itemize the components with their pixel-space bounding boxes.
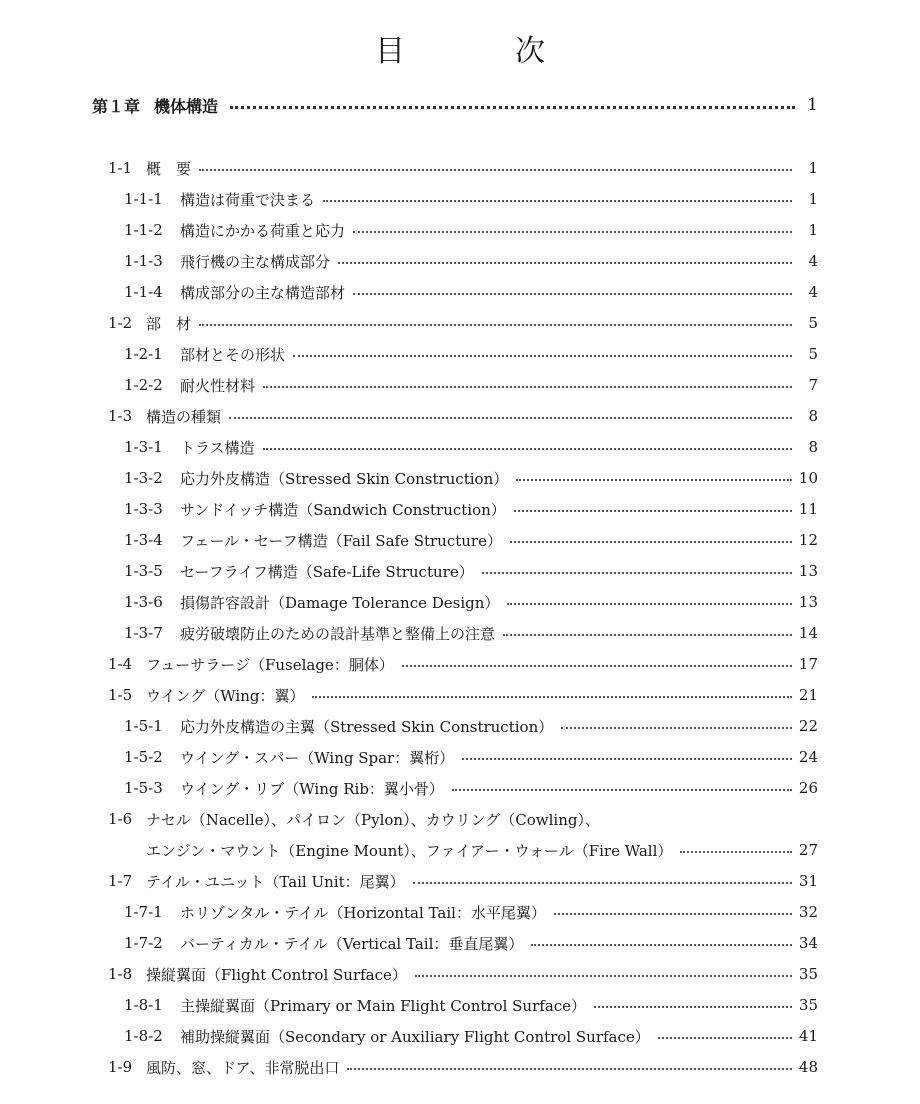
toc-entry-page: 4	[808, 283, 818, 301]
toc-entry-title: 構造にかかる荷重と応力	[180, 221, 346, 240]
toc-entry-page: 8	[808, 438, 818, 456]
toc-entry-number: 1-4	[108, 655, 133, 673]
toc-entry-page: 1	[808, 159, 818, 177]
toc-entry[interactable]	[108, 1054, 818, 1080]
toc-entry-page: 22	[798, 717, 818, 735]
toc-entry-page: 41	[798, 1027, 818, 1045]
toc-entry[interactable]	[124, 744, 818, 770]
dot-leader	[462, 758, 792, 760]
toc-entry-page: 48	[798, 1058, 818, 1076]
dot-leader	[353, 293, 792, 295]
toc-entry-number: 1-3-4	[124, 531, 163, 549]
toc-entry[interactable]	[124, 899, 818, 925]
toc-entry-number: 1-5	[108, 686, 133, 704]
toc-entry[interactable]	[124, 930, 818, 956]
toc-entry[interactable]	[124, 713, 818, 739]
toc-entry-page: 27	[798, 841, 818, 859]
toc-entry-title: 構造は荷重で決まる	[180, 190, 316, 209]
toc-entry-title: 部 材	[146, 314, 192, 333]
toc-entry-page: 13	[798, 562, 818, 580]
toc-entry-number: 1-6	[108, 810, 133, 828]
toc-entry-page: 35	[798, 965, 818, 983]
toc-entry[interactable]	[124, 496, 818, 522]
chapter-title: 機体構造	[154, 96, 219, 116]
toc-entry-page: 5	[808, 314, 818, 332]
toc-entry-title: フェール・セーフ構造（Fail Safe Structure）	[180, 531, 502, 550]
dot-leader	[293, 355, 792, 357]
dot-leader	[323, 200, 792, 202]
dot-leader	[402, 665, 792, 667]
toc-entry-number: 1-1-1	[124, 190, 163, 208]
chapter-number: 第１章	[92, 96, 141, 116]
toc-entry-title: バーティカル・テイル（Vertical Tail：垂直尾翼）	[180, 934, 524, 953]
toc-entry-number: 1-5-1	[124, 717, 163, 735]
toc-entry-page: 1	[808, 190, 818, 208]
toc-entry-title: ウイング・スパー（Wing Spar：翼桁）	[180, 748, 455, 767]
dot-leader	[413, 882, 792, 884]
dot-leader	[263, 386, 792, 388]
dot-leader	[554, 913, 792, 915]
toc-entry[interactable]	[108, 961, 818, 987]
toc-entry-title: 応力外皮構造（Stressed Skin Construction）	[180, 469, 509, 488]
chapter-heading[interactable]	[92, 92, 818, 118]
dot-leader	[230, 106, 795, 109]
toc-entry[interactable]	[124, 341, 818, 367]
toc-entry-number: 1-7	[108, 872, 133, 890]
toc-entry[interactable]	[146, 837, 818, 863]
toc-entry-page: 35	[798, 996, 818, 1014]
toc-entry-title: 概 要	[146, 159, 192, 178]
toc-entry[interactable]	[124, 372, 818, 398]
dot-leader	[594, 1006, 792, 1008]
toc-entry-page: 24	[798, 748, 818, 766]
toc-entry-number: 1-9	[108, 1058, 133, 1076]
toc-entry[interactable]	[124, 527, 818, 553]
toc-entry-page: 7	[808, 376, 818, 394]
toc-entry-page: 12	[798, 531, 818, 549]
toc-entry[interactable]	[108, 682, 818, 708]
toc-entry-title: ホリゾンタル・テイル（Horizontal Tail：水平尾翼）	[180, 903, 546, 922]
toc-entry-page: 34	[798, 934, 818, 952]
toc-entry[interactable]	[124, 186, 818, 212]
toc-entry-number: 1-8-1	[124, 996, 163, 1014]
toc-entry-title: 損傷許容設計（Damage Tolerance Design）	[180, 593, 500, 612]
toc-entry-page: 8	[808, 407, 818, 425]
toc-entry[interactable]	[108, 806, 818, 832]
toc-entry[interactable]	[124, 589, 818, 615]
toc-entry[interactable]	[124, 279, 818, 305]
toc-entry-page: 13	[798, 593, 818, 611]
toc-entry-title: ウイング・リブ（Wing Rib：翼小骨）	[180, 779, 444, 798]
toc-entry-page: 1	[808, 221, 818, 239]
toc-entry[interactable]	[108, 403, 818, 429]
toc-entry[interactable]	[124, 775, 818, 801]
dot-leader	[199, 169, 792, 171]
dot-leader	[353, 231, 792, 233]
toc-entry[interactable]	[108, 155, 818, 181]
dot-leader	[561, 727, 792, 729]
toc-entry-title: 構成部分の主な構造部材	[180, 283, 346, 302]
toc-entry-title: 操縦翼面（Flight Control Surface）	[146, 965, 407, 984]
toc-entry-page: 4	[808, 252, 818, 270]
dot-leader	[338, 262, 792, 264]
toc-entry-number: 1-3-3	[124, 500, 163, 518]
toc-entry-title: 飛行機の主な構成部分	[180, 252, 331, 271]
toc-entry-number: 1-5-2	[124, 748, 163, 766]
toc-entry-number: 1-1-3	[124, 252, 163, 270]
toc-entry-page: 14	[798, 624, 818, 642]
toc-entry-title: ウイング（Wing：翼）	[146, 686, 305, 705]
dot-leader	[507, 603, 792, 605]
toc-entry-title: 応力外皮構造の主翼（Stressed Skin Construction）	[180, 717, 554, 736]
toc-entry-number: 1-7-2	[124, 934, 163, 952]
dot-leader	[229, 417, 792, 419]
toc-entry-number: 1-2-2	[124, 376, 163, 394]
dot-leader	[514, 510, 792, 512]
toc-entry-title: 補助操縦翼面（Secondary or Auxiliary Flight Control Surface）	[180, 1027, 650, 1046]
toc-entry-title: 耐火性材料	[180, 376, 256, 395]
dot-leader	[531, 944, 792, 946]
toc-entry-page: 26	[798, 779, 818, 797]
toc-entry[interactable]	[124, 1023, 818, 1049]
toc-entry-title: 構造の種類	[146, 407, 222, 426]
toc-entry-page: 21	[798, 686, 818, 704]
toc-entry-number: 1-1-2	[124, 221, 163, 239]
toc-entry-number: 1-3-6	[124, 593, 163, 611]
toc-entry-number: 1-2-1	[124, 345, 163, 363]
toc-entry-title: 風防、窓、ドア、非常脱出口	[146, 1058, 340, 1077]
toc-entry-number: 1-1	[108, 159, 133, 177]
dot-leader	[263, 448, 792, 450]
dot-leader	[503, 634, 792, 636]
toc-entry-title: ナセル（Nacelle）、パイロン（Pylon）、カウリング（Cowling）、	[146, 810, 600, 829]
toc-entry-number: 1-8	[108, 965, 133, 983]
toc-entry-title: 主操縦翼面（Primary or Main Flight Control Surface）	[180, 996, 587, 1015]
toc-entry-number: 1-3-1	[124, 438, 163, 456]
dot-leader	[658, 1037, 792, 1039]
toc-entry[interactable]	[124, 217, 818, 243]
toc-entry-number: 1-1-4	[124, 283, 163, 301]
dot-leader	[415, 975, 792, 977]
toc-entry[interactable]	[108, 868, 818, 894]
toc-entry-title: 部材とその形状	[180, 345, 286, 364]
dot-leader	[199, 324, 792, 326]
toc-entry-page: 32	[798, 903, 818, 921]
toc-entry-title: 疲労破壊防止のための設計基準と整備上の注意	[180, 624, 496, 643]
toc-entry-page: 5	[808, 345, 818, 363]
toc-entry[interactable]	[124, 558, 818, 584]
toc-entry-number: 1-3	[108, 407, 133, 425]
toc-entry-page: 10	[798, 469, 818, 487]
toc-entry-title: テイル・ユニット（Tail Unit：尾翼）	[146, 872, 405, 891]
toc-entry-title: トラス構造	[180, 438, 255, 457]
dot-leader	[347, 1068, 792, 1070]
toc-entry[interactable]	[124, 620, 818, 646]
toc-entry-page: 31	[798, 872, 818, 890]
toc-entry[interactable]	[124, 992, 818, 1018]
dot-leader	[312, 696, 792, 698]
toc-entry-title: フューサラージ（Fuselage：胴体）	[146, 655, 394, 674]
toc-entry-title: エンジン・マウント（Engine Mount）、ファイアー・ウォール（Fire Wall）	[146, 841, 673, 860]
dot-leader	[680, 851, 792, 853]
toc-entry-number: 1-3-5	[124, 562, 163, 580]
toc-entry[interactable]	[124, 248, 818, 274]
toc-entry[interactable]	[124, 465, 818, 491]
toc-entry[interactable]	[124, 434, 818, 460]
toc-entry-number: 1-2	[108, 314, 133, 332]
toc-entry-number: 1-8-2	[124, 1027, 163, 1045]
toc-entry-number: 1-3-2	[124, 469, 163, 487]
toc-entry-title: サンドイッチ構造（Sandwich Construction）	[180, 500, 506, 519]
chapter-page: 1	[807, 95, 818, 115]
dot-leader	[516, 479, 792, 481]
dot-leader	[452, 789, 792, 791]
dot-leader	[510, 541, 792, 543]
page-title-char-1: 目	[375, 34, 405, 69]
page-title	[0, 26, 920, 70]
toc-entry-page: 17	[798, 655, 818, 673]
toc-entry-number: 1-3-7	[124, 624, 163, 642]
toc-entry[interactable]	[108, 651, 818, 677]
toc-entry-number: 1-5-3	[124, 779, 163, 797]
toc-entry-title: セーフライフ構造（Safe-Life Structure）	[180, 562, 474, 581]
page-title-char-2: 次	[515, 34, 545, 69]
toc-entry-page: 11	[798, 500, 818, 518]
toc-entry-number: 1-7-1	[124, 903, 163, 921]
dot-leader	[482, 572, 792, 574]
toc-entry[interactable]	[108, 310, 818, 336]
